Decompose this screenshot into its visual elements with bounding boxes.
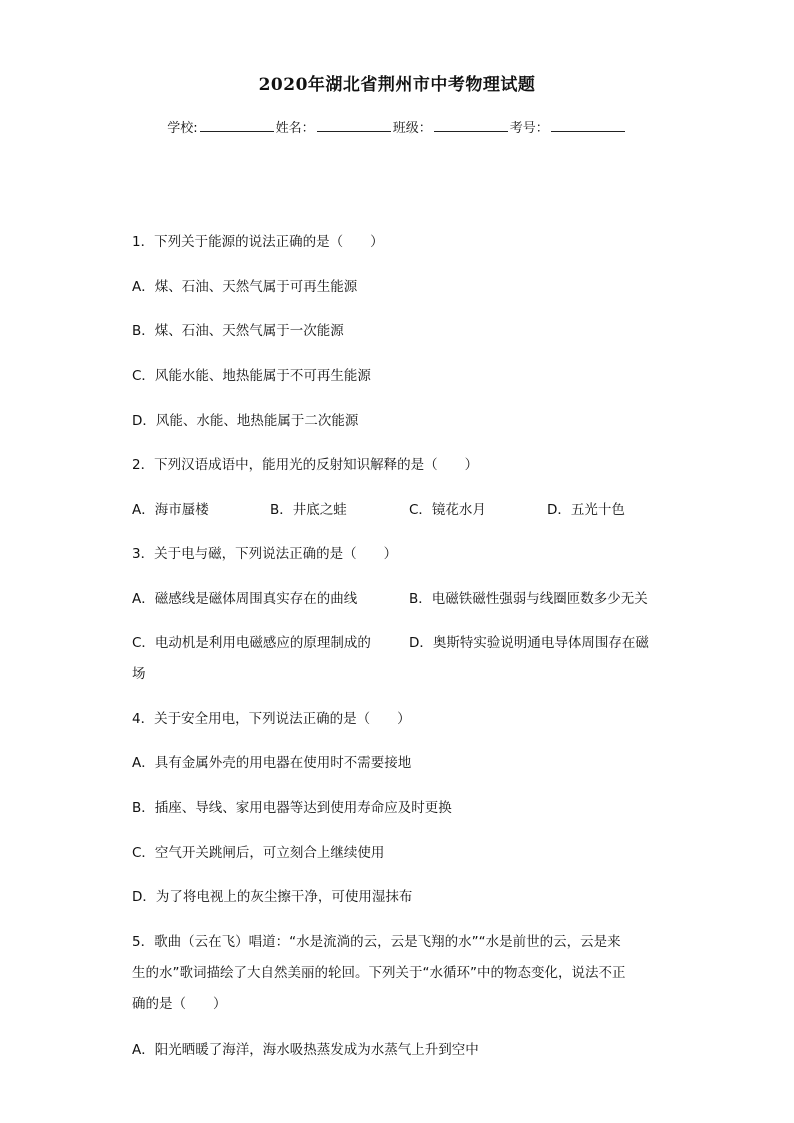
- student-info-line: [0, 117, 794, 136]
- number-blank[interactable]: [551, 119, 625, 132]
- q2-option-d: D．五光十色: [547, 502, 625, 518]
- q3-option-d: D．奥斯特实验说明通电导体周围存在磁: [409, 635, 649, 651]
- q4-stem: 4．关于安全用电，下列说法正确的是（ ）: [132, 711, 411, 727]
- q3-option-d-continued: 场: [132, 666, 146, 682]
- q1-option-a: A．煤、石油、天然气属于可再生能源: [132, 279, 358, 295]
- class-label: 班级：: [392, 121, 432, 136]
- q4-option-a: A．具有金属外壳的用电器在使用时不需要接地: [132, 755, 412, 771]
- page-title: 2020年湖北省荆州市中考物理试题: [258, 75, 536, 95]
- q5-stem-line3: 确的是（ ）: [132, 996, 227, 1012]
- q4-option-b: B．插座、导线、家用电器等达到使用寿命应及时更换: [132, 800, 452, 816]
- q1-option-b: B．煤、石油、天然气属于一次能源: [132, 323, 344, 339]
- q2-stem: 2．下列汉语成语中，能用光的反射知识解释的是（ ）: [132, 457, 479, 473]
- q5-option-a: A．阳光晒暖了海洋，海水吸热蒸发成为水蒸气上升到空中: [132, 1042, 479, 1058]
- name-blank[interactable]: [317, 119, 391, 132]
- q4-option-d: D．为了将电视上的灰尘擦干净，可使用湿抹布: [132, 889, 413, 905]
- q3-stem: 3．关于电与磁，下列说法正确的是（ ）: [132, 546, 398, 562]
- school-blank[interactable]: [200, 119, 274, 132]
- q5-stem-line1: 5．歌曲（云在飞）唱道：“水是流淌的云，云是飞翔的水”“水是前世的云，云是来: [132, 934, 621, 950]
- q1-option-c: C．风能水能、地热能属于不可再生能源: [132, 368, 371, 384]
- q3-option-c: C．电动机是利用电磁感应的原理制成的: [132, 635, 371, 651]
- q1-option-d: D．风能、水能、地热能属于二次能源: [132, 413, 359, 429]
- q3-option-b: B．电磁铁磁性强弱与线圈匝数多少无关: [409, 591, 648, 607]
- q2-option-b: B．井底之蛙: [270, 502, 347, 518]
- q4-option-c: C．空气开关跳闸后，可立刻合上继续使用: [132, 845, 385, 861]
- q5-stem-line2: 生的水”歌词描绘了大自然美丽的轮回。下列关于“水循环”中的物态变化，说法不正: [132, 965, 626, 981]
- q3-option-a: A．磁感线是磁体周围真实存在的曲线: [132, 591, 358, 607]
- class-blank[interactable]: [434, 119, 508, 132]
- number-label: 考号：: [509, 121, 549, 136]
- name-label: 姓名：: [275, 121, 315, 136]
- q2-option-c: C．镜花水月: [409, 502, 486, 518]
- school-label: 学校:: [167, 121, 198, 136]
- q2-option-a: A．海市蜃楼: [132, 502, 209, 518]
- q1-stem: 1．下列关于能源的说法正确的是（ ）: [132, 234, 384, 250]
